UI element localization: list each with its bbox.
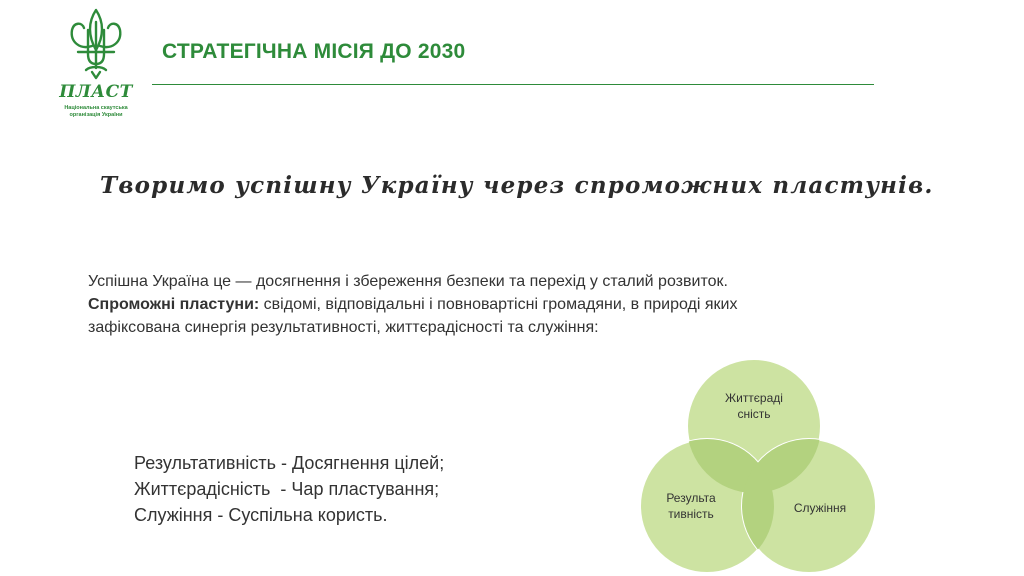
description-line3: зафіксована синергія результативності, життєрадісності та служіння:	[88, 319, 599, 336]
value-item: Результативність - Досягнення цілей;	[134, 453, 445, 473]
description-line1: Успішна Україна це — досягнення і збереження безпеки та перехід у сталий розвиток.	[88, 273, 728, 290]
description-line2	[88, 293, 888, 316]
values-list	[134, 450, 444, 528]
plast-logo	[56, 6, 136, 118]
motto: Творимо успішну Україну через спроможних пластунів.	[100, 172, 934, 199]
header-divider	[152, 84, 874, 85]
logo-subtitle-line1: Національна скаутська	[64, 105, 128, 111]
description-line2-rest: свідомі, відповідальні і повновартісні громадяни, в природі яких	[259, 296, 738, 313]
value-item: Життєрадісність - Чар пластування;	[134, 479, 440, 499]
venn-diagram	[630, 360, 910, 576]
lily-trident-icon	[62, 6, 130, 82]
description	[88, 270, 888, 339]
logo-subtitle	[56, 105, 136, 119]
value-item: Служіння - Суспільна користь.	[134, 505, 388, 525]
description-bold-term: Спроможні пластуни:	[88, 296, 260, 313]
logo-name: ПЛАСТ	[59, 82, 133, 102]
venn-label-right: Служіння	[793, 501, 847, 515]
venn-label-top: Життєраді сність	[725, 391, 783, 421]
venn-label-left: Результа тивність	[666, 491, 716, 521]
page-title: СТРАТЕГІЧНА МІСІЯ ДО 2030	[162, 40, 466, 63]
logo-subtitle-line2: організація України	[69, 112, 123, 118]
